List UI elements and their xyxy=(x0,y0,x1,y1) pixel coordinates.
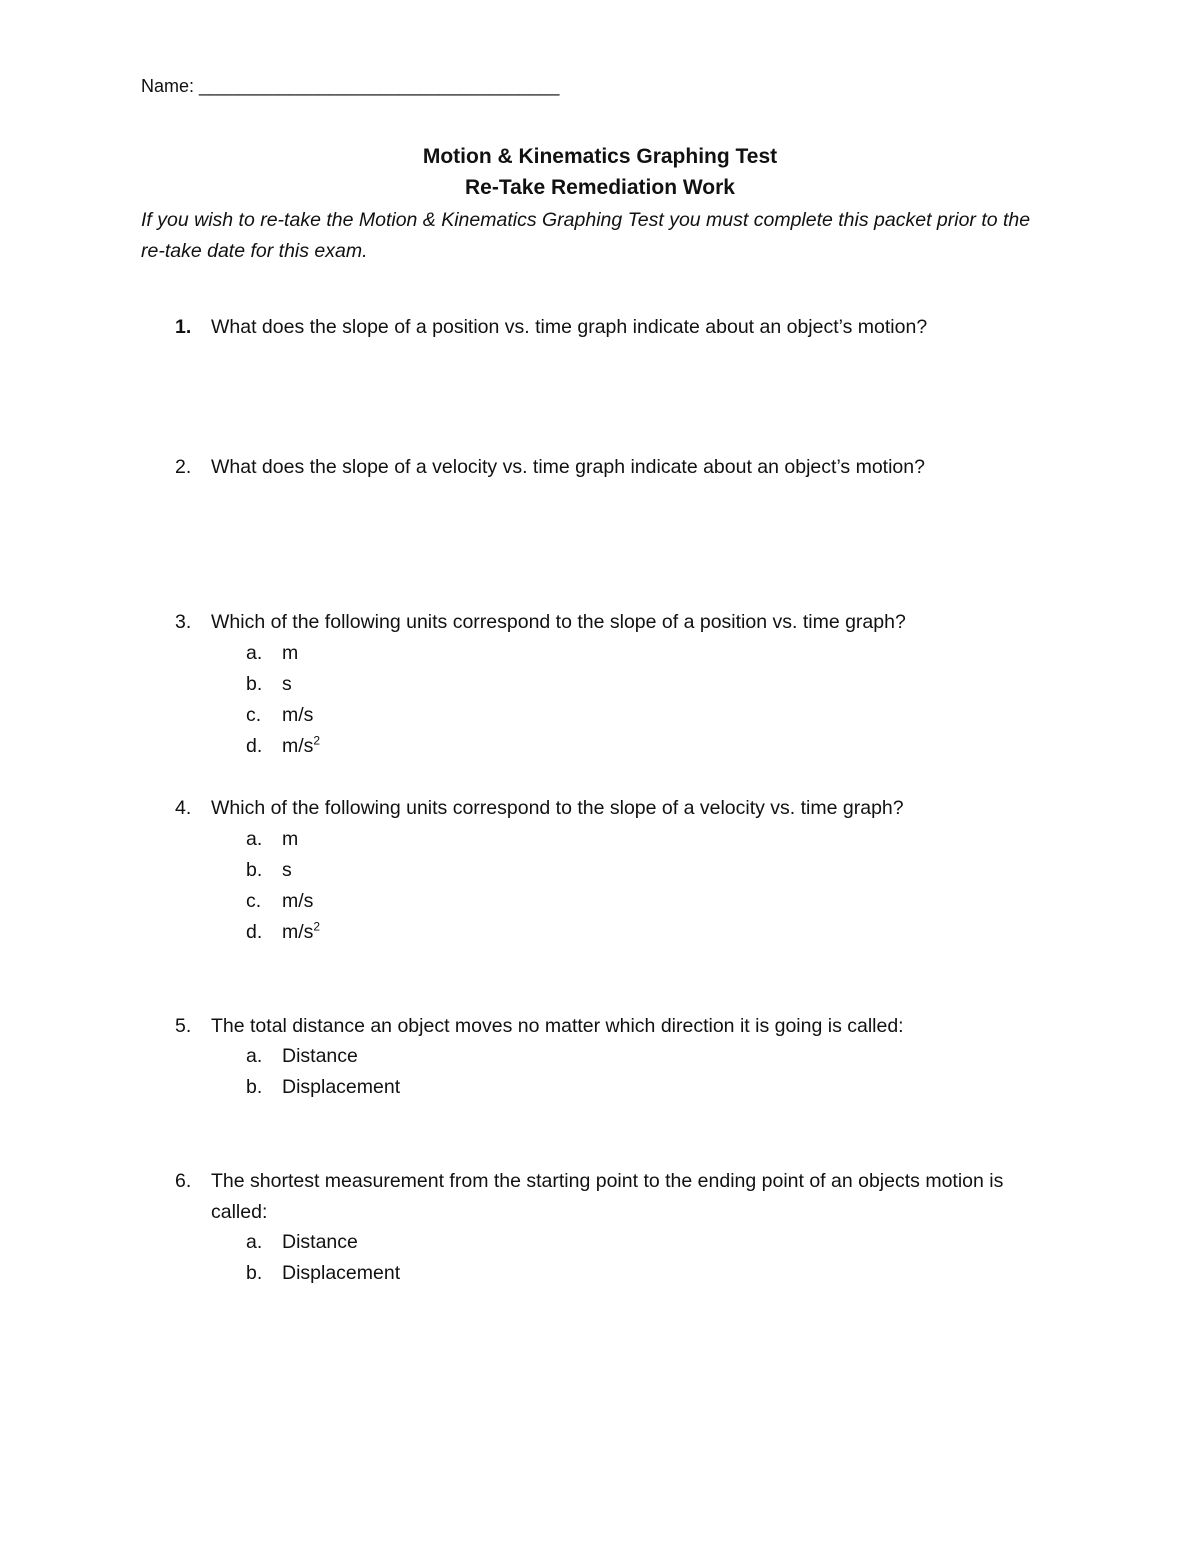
question-text: What does the slope of a position vs. time graph indicate about an object’s motion? xyxy=(211,316,928,338)
option-text: m/s xyxy=(282,921,314,943)
question-text: Which of the following units correspond to the slope of a position vs. time graph? xyxy=(211,611,906,633)
option-text: m/s xyxy=(282,735,314,757)
option-letter: a. xyxy=(246,828,263,850)
option-superscript: 2 xyxy=(313,919,321,934)
option-letter: d. xyxy=(246,921,263,943)
instructions-text: If you wish to re-take the Motion & Kinematics Graphing Test you must complete this packet prior to the re-take date for this exam. xyxy=(141,209,1031,262)
option-text: m/s xyxy=(282,704,314,726)
option-letter: b. xyxy=(246,1076,263,1098)
name-field-label: Name: ____________________________________ xyxy=(141,76,560,96)
option-text: Distance xyxy=(282,1045,358,1067)
option-text: s xyxy=(282,859,292,881)
option-letter: c. xyxy=(246,704,262,726)
option-letter: c. xyxy=(246,890,262,912)
option-letter: a. xyxy=(246,1231,263,1253)
option-text: Displacement xyxy=(282,1076,401,1098)
option-letter: a. xyxy=(246,642,263,664)
option-text: Distance xyxy=(282,1231,358,1253)
option-text: Displacement xyxy=(282,1262,401,1284)
option-text: m xyxy=(282,642,299,664)
option-letter: b. xyxy=(246,859,263,881)
option-superscript: 2 xyxy=(313,733,321,748)
question-number: 2. xyxy=(175,456,192,478)
option-letter: d. xyxy=(246,735,263,757)
option-text: m xyxy=(282,828,299,850)
page-subtitle: Re-Take Remediation Work xyxy=(465,176,735,199)
option-unit xyxy=(282,731,320,762)
option-text: s xyxy=(282,673,292,695)
question-number: 3. xyxy=(175,611,192,633)
option-unit xyxy=(282,917,320,948)
question-text: What does the slope of a velocity vs. time graph indicate about an object’s motion? xyxy=(211,456,925,478)
question-number: 6. xyxy=(175,1170,192,1192)
page-title: Motion & Kinematics Graphing Test xyxy=(422,145,778,168)
question-number: 1. xyxy=(175,316,192,338)
question-number: 4. xyxy=(175,797,192,819)
option-text: m/s xyxy=(282,890,314,912)
option-letter: a. xyxy=(246,1045,263,1067)
option-letter: b. xyxy=(246,673,263,695)
question-text: The shortest measurement from the starting point to the ending point of an objects motion is called: xyxy=(211,1170,1004,1223)
question-text: Which of the following units correspond to the slope of a velocity vs. time graph? xyxy=(211,797,904,819)
question-text: The total distance an object moves no matter which direction it is going is called: xyxy=(211,1015,904,1037)
question-number: 5. xyxy=(175,1015,192,1037)
option-letter: b. xyxy=(246,1262,263,1284)
